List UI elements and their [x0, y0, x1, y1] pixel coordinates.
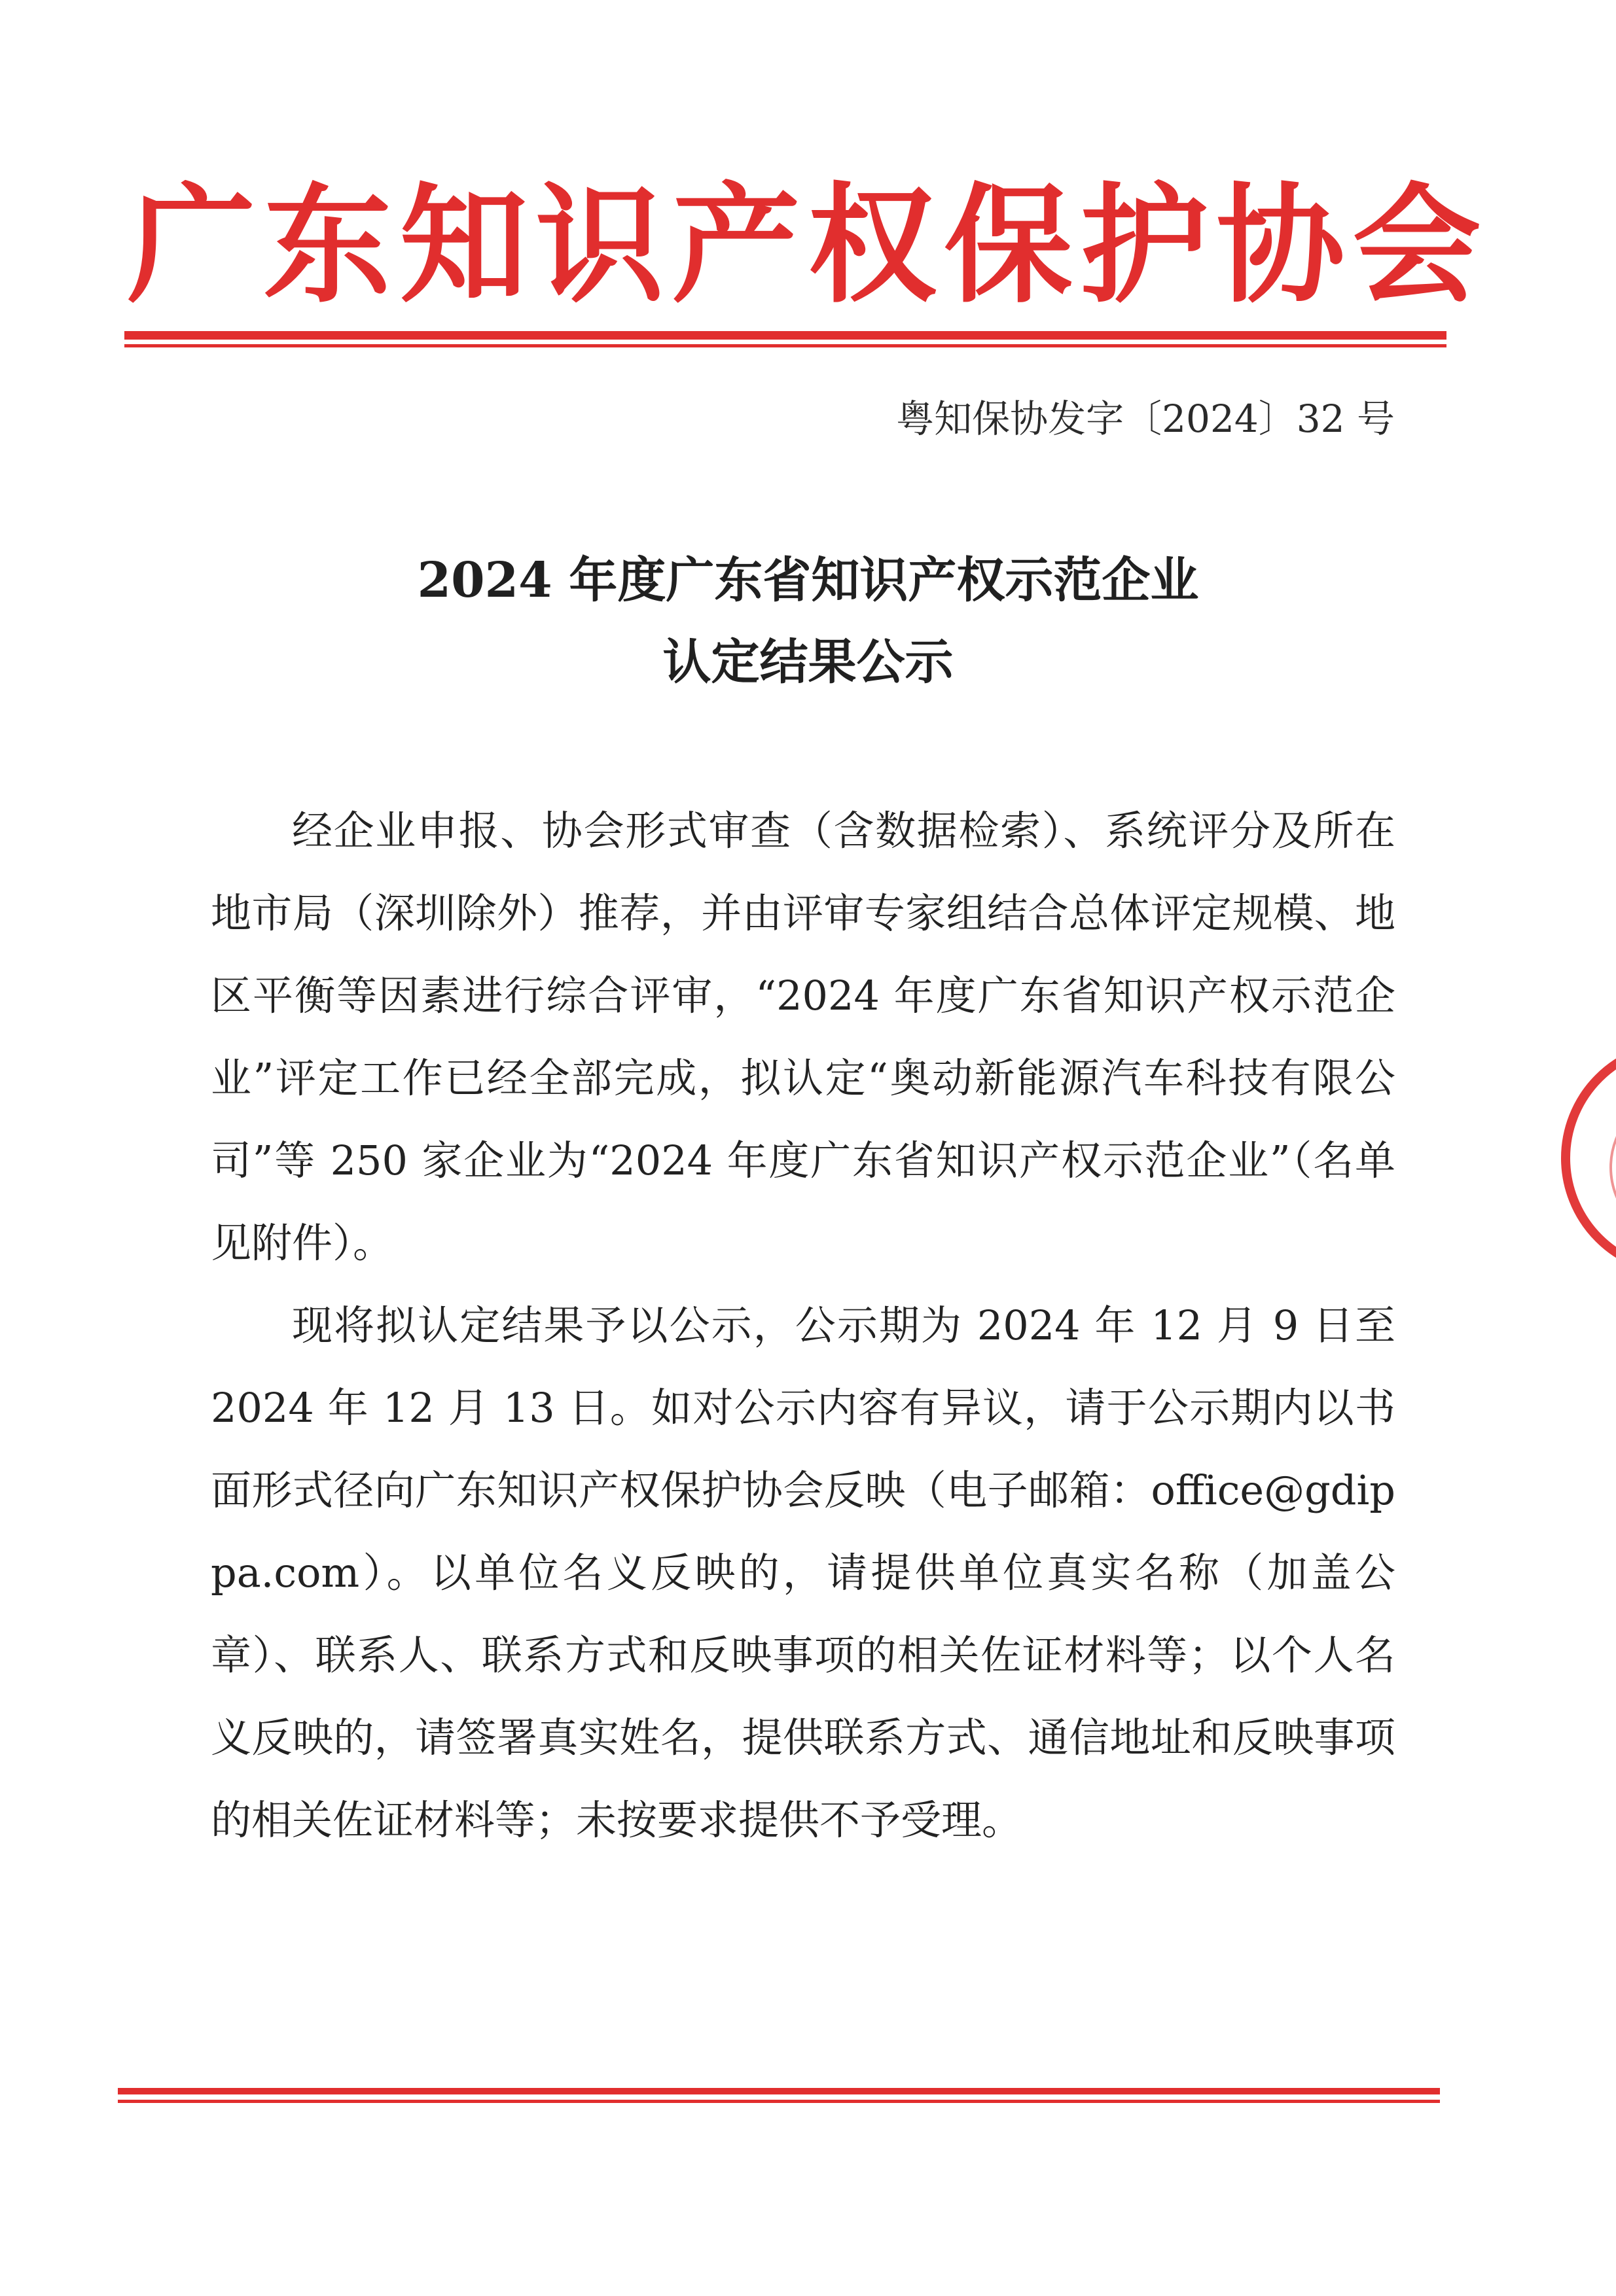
- document-title-line2: 认定结果公示: [662, 634, 954, 690]
- letterhead-title: 广东知识产权保护协会: [127, 170, 1489, 321]
- document-number: 粤知保协发字〔2024〕32 号: [896, 397, 1395, 441]
- body-paragraph-1: 经企业申报、协会形式审查（含数据检索）、系统评分及所在地市局（深圳除外）推荐，并由评审专家组结合总体评定规模、地区平衡等因素进行综合评审，“2024 年度广东省知识产权示范企业”评定工作已经全部完成，拟认定“奥动新能源汽车科技有限公司”等 250 家企业为“2024 年度广东省知识产权示范企业”（名单见附件）。: [211, 807, 1395, 1267]
- official-seal-stamp: [1561, 1040, 1616, 1276]
- document-title-line1: 2024 年度广东省知识产权示范企业: [417, 552, 1199, 609]
- letterhead-rule-thick: [124, 331, 1446, 340]
- seal-emblem-icon: [1596, 1076, 1616, 1259]
- letterhead-rule-thin: [124, 344, 1446, 347]
- footer-rule-thin: [118, 2100, 1440, 2103]
- document-body: [211, 790, 1395, 1862]
- body-paragraph-2: 现将拟认定结果予以公示，公示期为 2024 年 12 月 9 日至 2024 年 12 月 13 日。如对公示内容有异议，请于公示期内以书面形式径向广东知识产权保护协会反映（电子邮箱：office@gdippa.com）。以单位名义反映的，请提供单位真实名称（加盖公章）、联系人、联系方式和反映事项的相关佐证材料等；以个人名义反映的，请签署真实姓名，提供联系方式、通信地址和反映事项的相关佐证材料等；未按要求提供不予受理。: [211, 1301, 1395, 1844]
- footer-rule-thick: [118, 2088, 1440, 2094]
